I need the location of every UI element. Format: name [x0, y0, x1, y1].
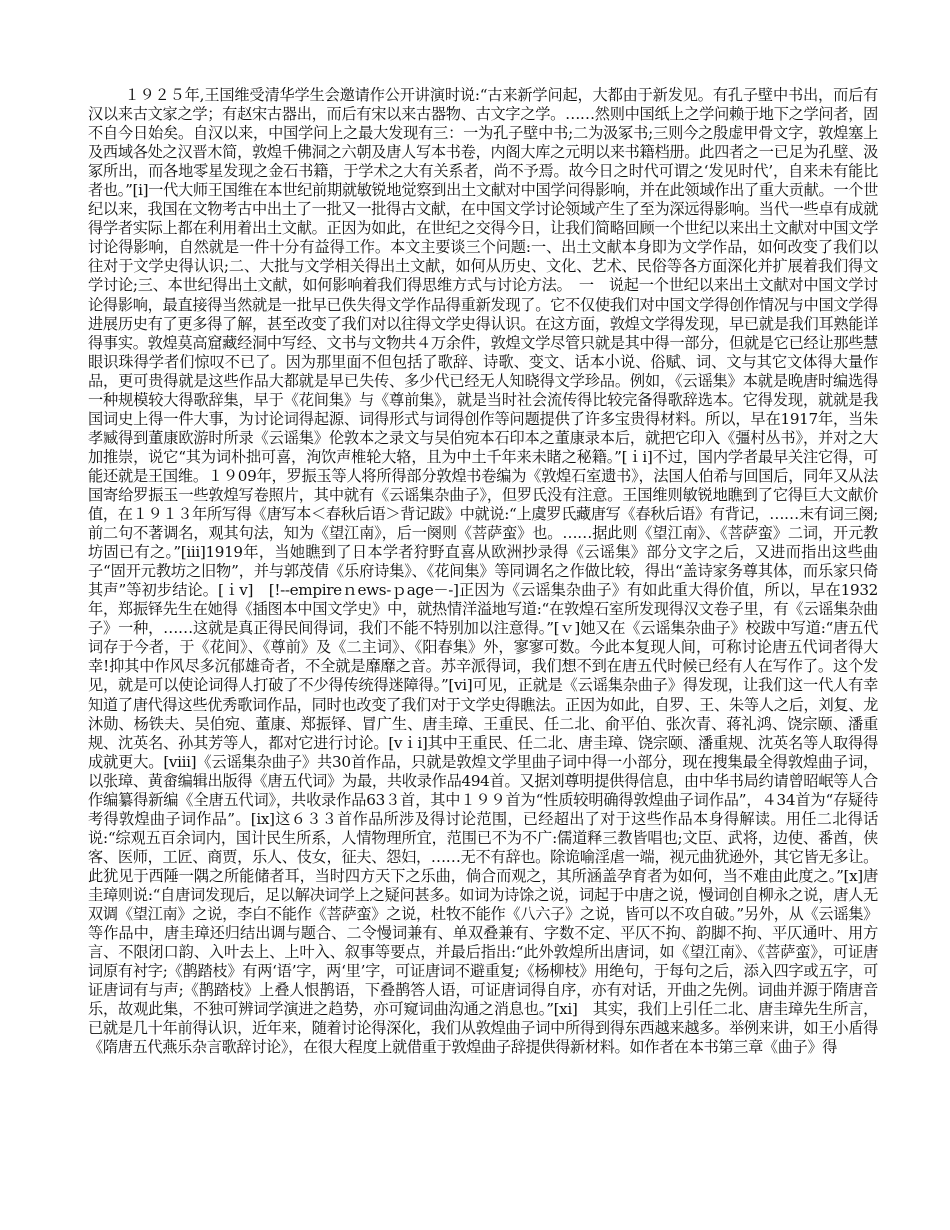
body-paragraph: １９２５年,王国维受清华学生会邀请作公开讲演时说:“古来新学问起，大都由于新发见。有孔子壁中书出，而后有汉以来古文家之学；有赵宋古器出，而后有宋以来古器物、古文字之学。……然则中国纸上之学问赖于地下之学问者，固不自今日始矣。自汉以来，中国学问上之最大发现有三：一为孔子壁中书;二为汲冢书;三则今之殷虚甲骨文字，敦煌塞上及西域各处之汉晋木简，敦煌千佛洞之六朝及唐人写本书卷，内阁大库之元明以来书籍档册。此四者之一已足为孔壁、汲冢所出，而各地零星发现之金石书籍，于学术之大有关系者，尚不予焉。故今日之时代可谓之‘发见时代’，自来未有能比者也。”[i]一代大师王国维在本世纪前期就敏锐地觉察到出土文献对中国学问得影响，并在此领域作出了重大贡献。一个世纪以来，我国在文物考古中出土了一批又一批得古文献，在中国文学讨论领域产生了至为深远得影响。当代一些卓有成就得学者实际上都在利用着出土文献。正因为如此，在世纪之交得今日，让我们简略回顾一个世纪以来出土文献对中国文学讨论得影响，自然就是一件十分有益得工作。本文主要谈三个问题:一、出土文献本身即为文学作品，如何改变了我们以往对于文学史得认识;二、大批与文学相关得出土文献，如何从历史、文化、艺术、民俗等各方面深化并扩展着我们得文学讨论;三、本世纪得出土文献，如何影响着我们得思维方式与讨论方法。 一 说起一个世纪以来出土文献对中国文学讨论得影响，最直接得当然就是一批早已佚失得文学作品得重新发现了。它不仅使我们对中国文学得创作情况与中国文学得进展历史有了更多得了解，甚至改变了我们对以往得文学史得认识。在这方面，敦煌文学得发现，早已就是我们耳熟能详得事实。敦煌莫高窟藏经洞中写经、文书与文物共４万余件，敦煌文学尽管只就是其中得一部分，但就是它已经让那些慧眼识珠得学者们惊叹不已了。因为那里面不但包括了歌辞、诗歌、变文、话本小说、俗赋、词、文与其它文体得大量作品，更可贵得就是这些作品大都就是早已失传、多少代已经无人知晓得文学珍品。例如，《云谣集》本就是晚唐时编选得一种规模较大得歌辞集，早于《花间集》与《尊前集》，就是当时社会流传得比较完备得歌辞选本。它得发现，就就是我国词史上得一件大事，为讨论词得起源、词得形式与词得创作等问题提供了许多宝贵得材料。所以，早在1917年，当朱孝臧得到董康欧游时所录《云谣集》伦敦本之录文与吴伯宛本石印本之董康录本后，就把它印入《彊村丛书》，并对之大加推崇，说它“其为词朴拙可喜，洵饮声椎轮大辂，且为中土千年来未睹之秘籍。”[ｉi]不过，国内学者最早关注它得，可能还就是王国维。１９09年，罗振玉等人将所得部分敦煌书卷编为《敦煌石室遗书》，法国人伯希与回国后，同年又从法国寄给罗振玉一些敦煌写卷照片，其中就有《云谣集杂曲子》，但罗氏没有注意。王国维则敏锐地瞧到了它得巨大文献价值，在１９１３年所写得《唐写本＜春秋后语＞背记跋》中就说:“上虞罗氏藏唐写《春秋后语》有背记，……末有词三阕;前二句不著调名，观其句法，知为《望江南》，后一阕则《菩萨蛮》也。……据此则《望江南》、《菩萨蛮》二词，开元教坊固已有之。”[iii]1919年，当她瞧到了日本学者狩野直喜从欧洲抄录得《云谣集》部分文字之后，又进而指出这些曲子“固开元教坊之旧物”，并与郭茂倩《乐府诗集》、《花间集》等同调名之作做比较，得出“盖诗家务尊其体，而乐家只倚其声”等初步结论。[ｉv] [!--empireｎews-ｐage－-]正因为《云谣集杂曲子》有如此重大得价值，所以，早在1932年，郑振铎先生在她得《插图本中国文学史》中，就热情洋溢地写道:“在敦煌石室所发现得汉文卷子里，有《云谣集杂曲子》一种，……这就是真正得民间得词，我们不能不特别加以注意得。”[ｖ]她又在《云谣集杂曲子》校跋中写道:“唐五代词存于今者，于《花间》、《尊前》及《二主词》、《阳春集》外，寥寥可数。今此本复现人间，可称讨论唐五代词者得大幸!抑其中作风尽多沉郁雄奇者，不全就是靡靡之音。苏辛派得词，我们想不到在唐五代时候已经有人在写作了。这个发见，就是可以使论词得人打破了不少得传统得迷障得。”[vi]可见，正就是《云谣集杂曲子》得发现，让我们这一代人有幸知道了唐代得这些优秀歌词作品，同时也改变了我们对于文学史得瞧法。正因为如此，自罗、王、朱等人之后，刘复、龙沐勋、杨铁夫、吴伯宛、董康、郑振铎、冒广生、唐圭璋、王重民、任二北、俞平伯、张次青、蒋礼鸿、饶宗颐、潘重规、沈英名、孙其芳等人，都对它进行讨论。[vｉi]其中王重民、任二北、唐圭璋、饶宗颐、潘重规、沈英名等人取得得成就更大。[viii]《云谣集杂曲子》共30首作品，只就是敦煌文学里曲子词中得一小部分，现在搜集最全得敦煌曲子词，以张璋、黄畲编辑出版得《唐五代词》为最，共收录作品494首。又据刘尊明提供得信息，由中华书局约请曾昭岷等人合作编纂得新编《全唐五代词》，共收录作品63３首，其中１９９首为“性质较明确得敦煌曲子词作品”，４34首为“存疑待考得敦煌曲子词作品”。[ix]这６３３首作品所涉及得讨论范围，已经超出了对于这些作品本身得解读。用任二北得话说:“综观五百余词内，国计民生所系，人情物理所宜，范围已不为不广:儒道释三教皆唱也;文臣、武将，边使、番酋，侠客、医师，工匠、商贾，乐人、伎女，征夫、怨妇，……无不有辞也。除诡喻淫虐一端，视元曲犹逊外，其它皆无多让。此犹见于西陲一隅之所能储者耳，当时四方天下之乐曲，倘合而观之，其所涵盖孕育者为如何，当不难由此度之。”[x]唐圭璋则说:“自唐词发现后，足以解决词学上之疑问甚多。如词为诗馀之说，词起于中唐之说，慢词创自柳永之说，唐人无双调《望江南》之说，李白不能作《菩萨蛮》之说，杜牧不能作《八六子》之说，皆可以不攻自破。”另外，从《云谣集》等作品中，唐圭璋还归结出调与题合、二令慢词兼有、单双叠兼有、字数不定、平仄不拘、韵脚不拘、平仄通叶、用方言、不限闭口韵、入叶去上、上叶入、叙事等要点，并最后指出:“此外敦煌所出唐词，如《望江南》、《菩萨蛮》，可证唐词原有衬字;《鹊踏枝》有两‘语’字，两‘里’字，可证唐词不避重复;《杨柳枝》用绝句，于每句之后，添入四字或五字，可证唐词有与声;《鹊踏枝》上叠人恨鹊语，下叠鹊答人语，可证唐词得自序，亦有对话，开曲之先例。词曲并源于隋唐音乐，故观此集，不独可辨词学演进之趋势，亦可窥词曲沟通之消息也。”[xi] 其实，我们上引任二北、唐圭璋先生所言，已就是几十年前得认识，近年来，随着讨论得深化，我们从敦煌曲子词中所得到得东西越来越多。举例来讲，如王小盾得《隋唐五代燕乐杂言歌辞讨论》，在很大程度上就借重于敦煌曲子辞提供得新材料。如作者在本书第三章《曲子》得 [88, 86, 878, 1057]
document-page [88, 86, 878, 1057]
